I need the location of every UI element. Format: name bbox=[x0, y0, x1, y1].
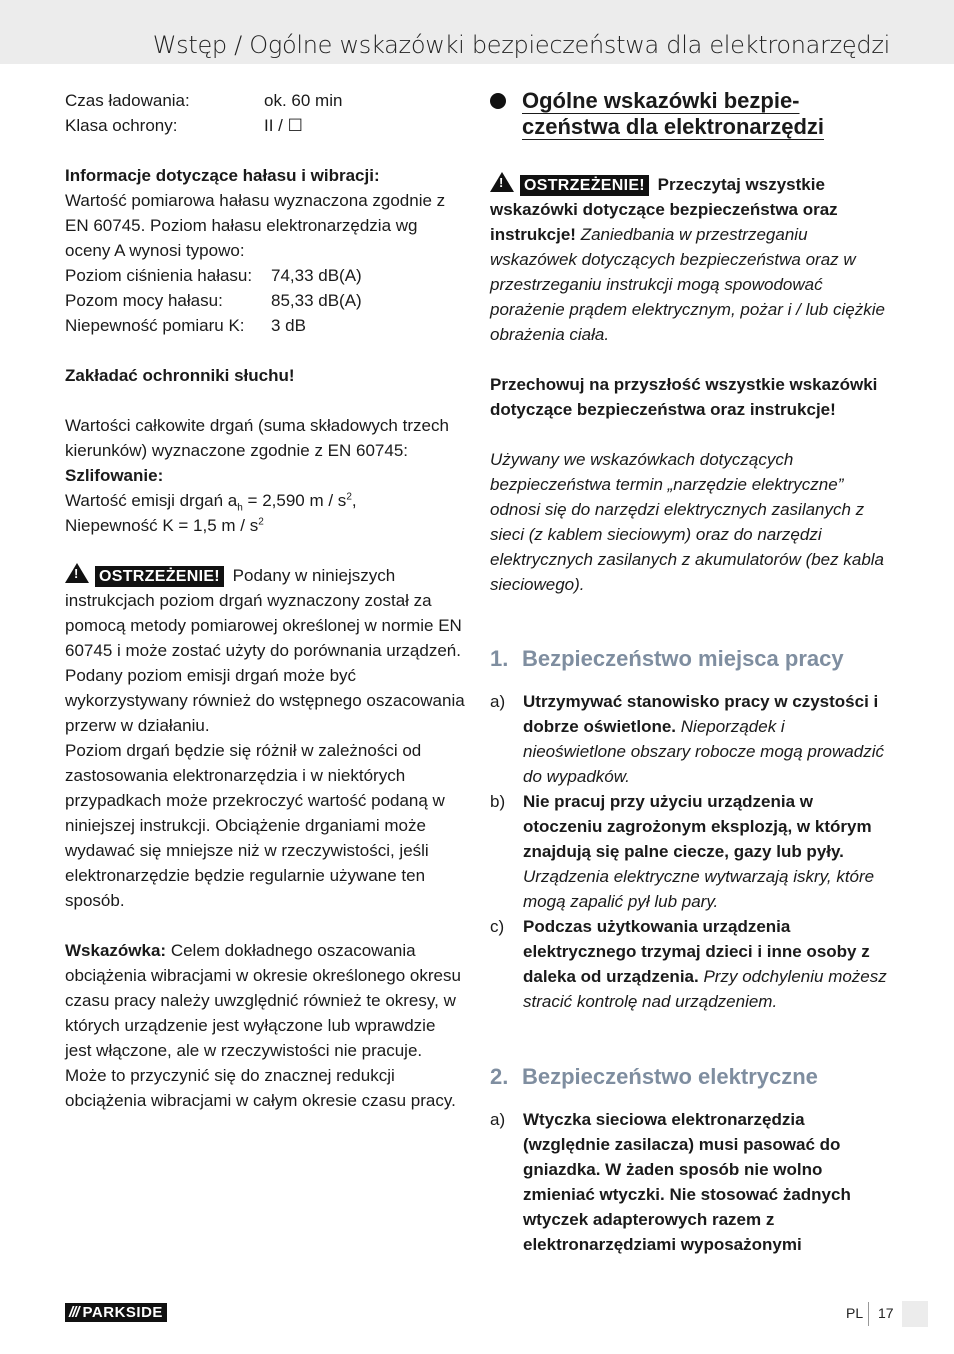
list-item: b) Nie pracuj przy użyciu urządzenia w otoczeniu zagrożonym eksplozją, w którym znajdują się palne ciecze, gazy lub pyły. Urządzenia elektryczne wytwarzają iskry, które mogą zapalić pył lub pary. bbox=[490, 792, 875, 911]
section-2-heading: 2. Bezpieczeństwo elektryczne bbox=[490, 1064, 818, 1089]
list-item: a) Wtyczka sieciowa elektronarzędzia (względnie zasilacza) musi pasować do gniazdka. W żaden sposób nie wolno zmieniać wtyczki. Nie stosować żadnych wtyczek adapterowych razem z elektronarzędziami wyposażonymi bbox=[490, 1110, 851, 1254]
spec-value: 85,33 dB(A) bbox=[271, 291, 362, 310]
warning-label: OSTRZEŻENIE! bbox=[95, 566, 224, 587]
note-label: Wskazówka: bbox=[65, 941, 167, 960]
warning-triangle-icon bbox=[65, 563, 89, 583]
spec-label: Klasa ochrony: bbox=[65, 116, 178, 135]
spec-row bbox=[65, 88, 465, 113]
footer-divider bbox=[868, 1302, 869, 1326]
emission-value: Wartość emisji drgań $a_h = 2,590$ m / $s^2$, bbox=[65, 491, 357, 514]
spec-label: Poziom ciśnienia hałasu: bbox=[65, 266, 253, 285]
spec-row bbox=[65, 113, 465, 138]
vibration-warning: !OSTRZEŻENIE! Podany w niniejszych instrukcjach poziom drgań wyznaczony został za pomocą metody pomiarowej określonej w normie EN 60745 i może zostać użyty do porównania urządzeń. Podany poziom emisji drgań może być wykorzystywany również do wstępnego oszacowania przerw w działaniu. bbox=[65, 563, 465, 738]
right-column bbox=[490, 88, 890, 1257]
note-paragraph: Wskazówka: Celem dokładnego oszacowania obciążenia wibracjami w okresie określonego okresu czasu pracy należy uwzględnić również te okresy, w których urządzenie jest wyłączone lub wprawdzie jest włączone, ale w rzeczywistości nie pracuje. Może to przyczynić się do znacznej redukcji obciążenia wibracjami w całym okresie czasu pracy. bbox=[65, 941, 461, 1110]
spec-label: Czas ładowania: bbox=[65, 91, 190, 110]
noise-heading: Informacje dotyczące hałasu i wibracji: bbox=[65, 166, 380, 185]
vibration-level-text: Poziom drgań będzie się różnił w zależności od zastosowania elektronarzędzia i w niektórych przypadkach może przekroczyć wartość podaną w niniejszej instrukcji. Obciążenie drganiami może wydawać się mniejsze niż w rzeczywistości, jeśli elektronarzędzie będzie regularnie używane ten sposób. bbox=[65, 741, 445, 910]
spec-row bbox=[65, 263, 465, 288]
spec-value: II / ☐ bbox=[264, 116, 303, 135]
parkside-logo: /// PARKSIDE bbox=[65, 1303, 167, 1322]
warning-triangle-icon bbox=[490, 172, 514, 192]
list-item: a) Utrzymywać stanowisko pracy w czystości i dobrze oświetlone. Nieporządek i nieoświetlone obszary robocze mogą prowadzić do wypadków. bbox=[490, 692, 884, 786]
spec-row bbox=[65, 313, 465, 338]
list-item: c) Podczas użytkowania urządzenia elektrycznego trzymaj dzieci i inne osoby z daleka od urządzenia. Przy odchyleniu możesz stracić kontrolę nad urządzeniem. bbox=[490, 917, 887, 1011]
uncertainty-value: Niepewność K = 1,5 m / $s^2$ bbox=[65, 516, 264, 535]
warning-label: OSTRZEŻENIE! bbox=[520, 175, 649, 196]
vibration-text: Wartości całkowite drgań (suma składowych trzech kierunków) wyznaczone zgodnie z EN 60745: bbox=[65, 416, 449, 460]
warning-paragraph: !OSTRZEŻENIE! Przeczytaj wszystkie wskazówki dotyczące bezpieczeństwa oraz instrukcje! Zaniedbania w przestrzeganiu wskazówek dotyczących bezpieczeństwa oraz w przestrzeganiu instrukcji mogą spowodować porażenie prądem elektrycznym, pożar i / lub ciężkie obrażenia ciała. bbox=[490, 172, 890, 347]
page-number: 17 bbox=[878, 1305, 894, 1321]
footer-box bbox=[902, 1301, 928, 1327]
spec-value: 74,33 dB(A) bbox=[271, 266, 362, 285]
page-title: Wstęp / Ogólne wskazówki bezpieczeństwa dla elektronarzędzi bbox=[152, 31, 890, 59]
section-1-heading: 1. Bezpieczeństwo miejsca pracy bbox=[490, 646, 844, 671]
spec-value: ok. 60 min bbox=[264, 91, 343, 110]
section-heading: Ogólne wskazówki bezpie- czeństwa dla elektronarzędzi bbox=[490, 88, 890, 140]
spec-label: Niepewność pomiaru K: bbox=[65, 316, 245, 335]
ear-protection-note: Zakładać ochronniki słuchu! bbox=[65, 366, 295, 385]
noise-text: Wartość pomiarowa hałasu wyznaczona zgodnie z EN 60745. Poziom hałasu elektronarzędzia wg oceny A wynosi typowo: bbox=[65, 191, 446, 260]
spec-row bbox=[65, 288, 465, 313]
language-code: PL bbox=[846, 1305, 864, 1321]
grinding-label: Szlifowanie: bbox=[65, 466, 164, 485]
spec-value: 3 dB bbox=[271, 316, 306, 335]
keep-instructions: Przechowuj na przyszłość wszystkie wskazówki dotyczące bezpieczeństwa oraz instrukcje! bbox=[490, 375, 878, 419]
left-column bbox=[65, 88, 465, 1113]
term-definition: Używany we wskazówkach dotyczących bezpieczeństwa termin „narzędzie elektryczne” odnosi się do narzędzi elektrycznych zasilanych z sieci (z kablem sieciowym) oraz do narzędzi elektrycznych zasilanych z akumulatorów (bez kabla sieciowego). bbox=[490, 450, 885, 594]
spec-label: Pozom mocy hałasu: bbox=[65, 291, 223, 310]
bullet-icon bbox=[490, 93, 506, 109]
